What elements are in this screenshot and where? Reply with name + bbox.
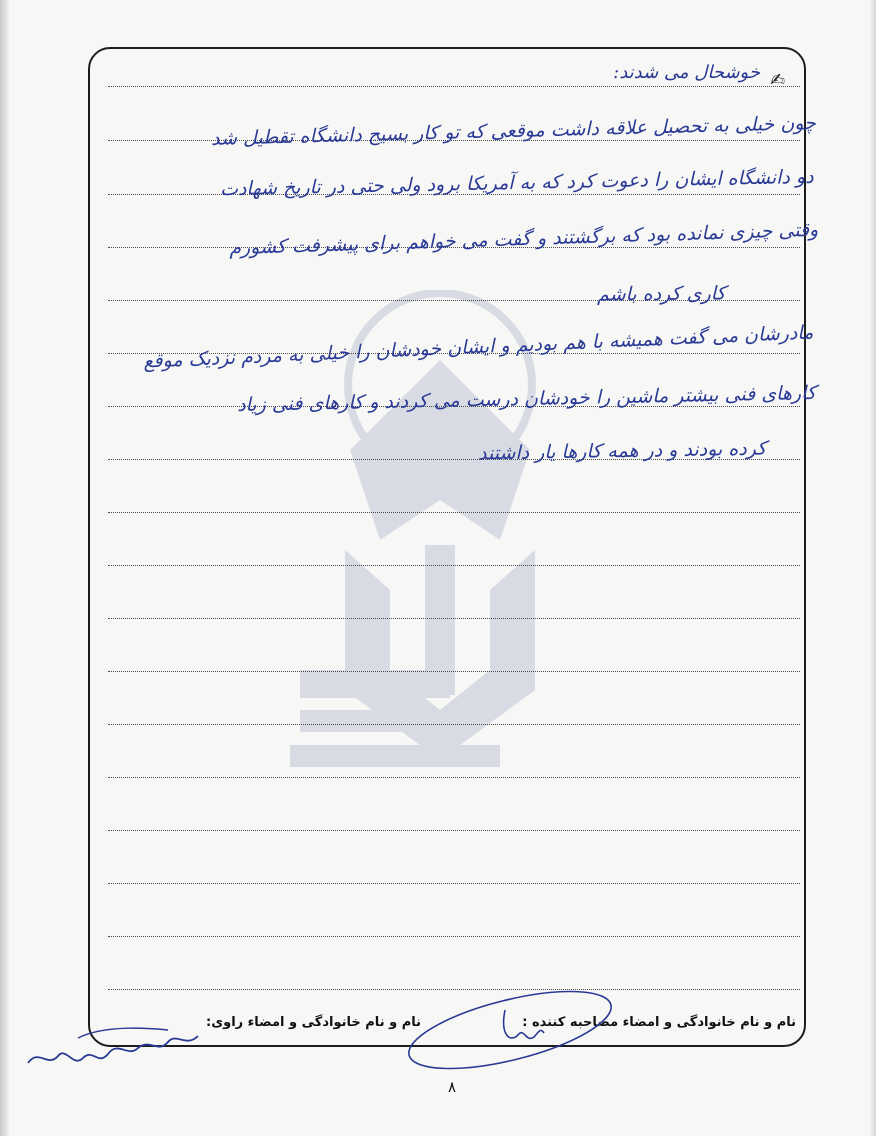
writing-line <box>108 512 800 513</box>
answer-line-7: کرده بودند و در همه کارها یار داشتند <box>477 437 767 465</box>
pen-icon: ✍ <box>770 70 786 91</box>
page-number: ۸ <box>448 1078 457 1096</box>
writing-line <box>108 936 800 937</box>
writing-line <box>108 671 800 672</box>
answer-line-6: کارهای فنی بیشتر ماشین را خودشان درست می کردند و کارهای فنی زیاد <box>236 381 817 417</box>
writing-line <box>108 777 800 778</box>
interviewer-signature <box>400 975 620 1085</box>
writing-line <box>108 830 800 831</box>
answer-line-2: دو دانشگاه ایشان را دعوت کرد که به آمریکا برود ولی حتی در تاریخ شهادت <box>220 165 815 201</box>
interviewer-signature-label: نام و نام خانوادگی و امضاء مصاحبه کننده : <box>522 1015 796 1030</box>
answer-line-4: کاری کرده باشم <box>597 282 727 306</box>
narrator-signature-label: نام و نام خانوادگی و امضاء راوی: <box>206 1015 421 1030</box>
narrator-signature <box>18 1018 218 1078</box>
writing-line <box>108 883 800 884</box>
scan-page-edge-right <box>870 0 876 1136</box>
writing-line <box>108 724 800 725</box>
writing-line <box>108 565 800 566</box>
answer-line-3: وقتی چیزی نمانده بود که برگشتند و گفت می خواهم برای پیشرفت کشورم <box>228 218 819 260</box>
answer-line-5: مادرشان می گفت همیشه با هم بودیم و ایشان خودشان را خیلی به مردم نزدیک موقع <box>143 321 815 373</box>
writing-line <box>108 618 800 619</box>
answer-line-1: چون خیلی به تحصیل علاقه داشت موقعی که تو کار بسیج دانشگاه تقطیل شد <box>210 112 817 150</box>
writing-line <box>108 86 800 87</box>
section-heading: خوشحال می شدند: <box>613 62 760 83</box>
scan-page-edge-left <box>0 0 9 1136</box>
page-border-frame <box>88 47 806 1047</box>
